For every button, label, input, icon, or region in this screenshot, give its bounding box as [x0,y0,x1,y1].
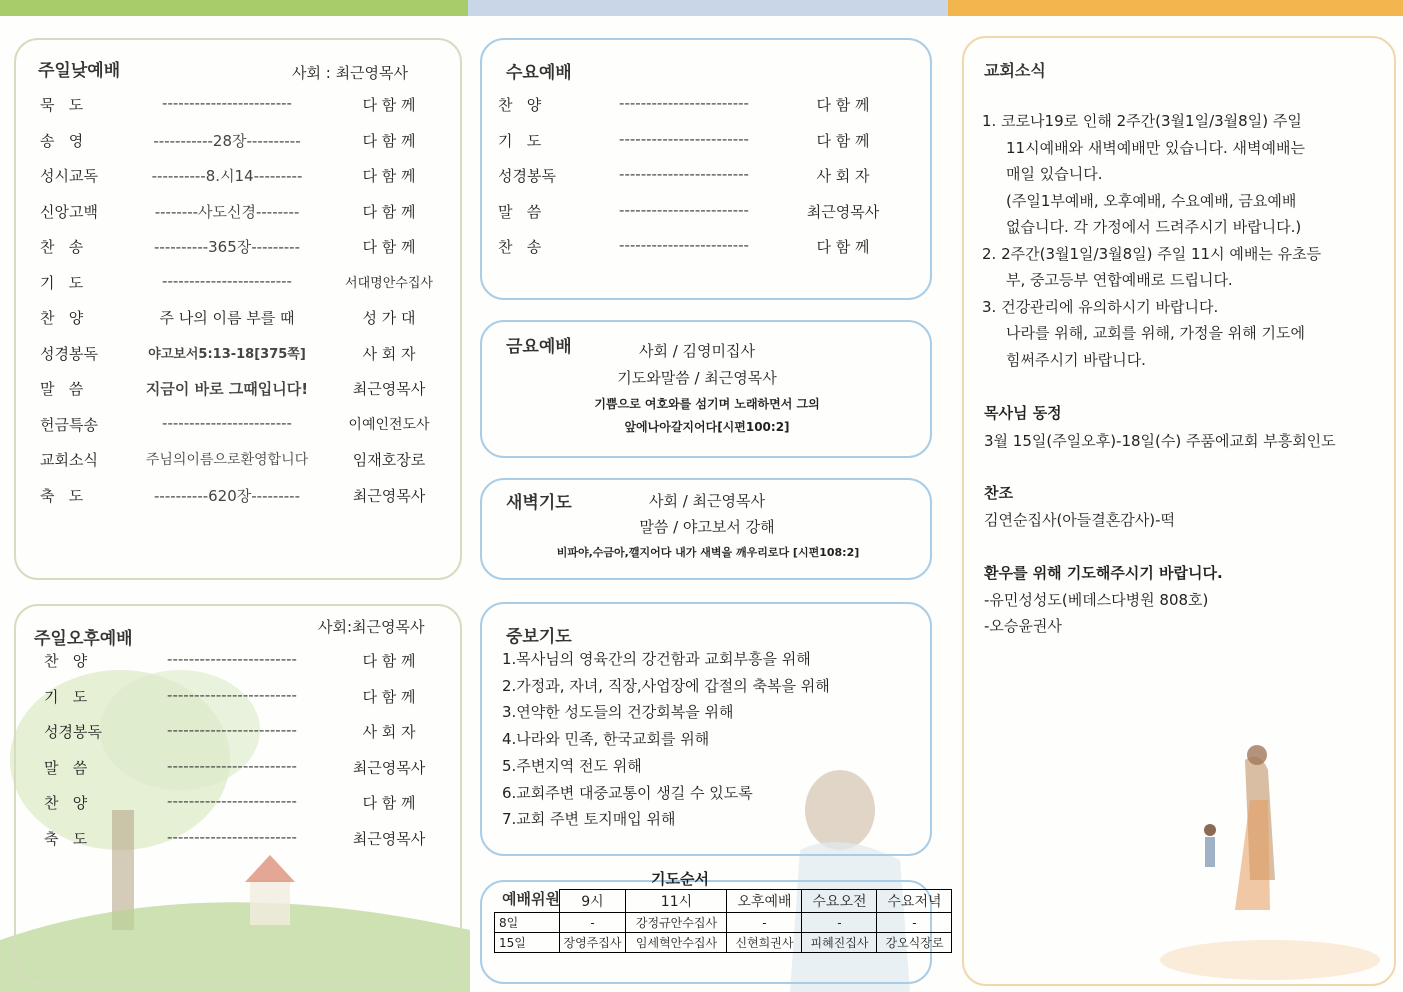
service-row-label: 찬 송 [498,238,542,256]
service-row [482,201,922,223]
service-row [16,378,456,400]
service-row [16,201,456,223]
service-row-label: 기 도 [40,273,84,292]
intercession-panel [480,602,932,856]
service-row-label: 축 도 [44,829,88,848]
church-news-line: 2. 2주간(3월1일/3월8일) 주일 11시 예배는 유초등 [982,244,1322,263]
top-bar-right [948,0,1403,16]
service-row-person: 다 함 께 [362,96,416,114]
service-row [16,757,456,779]
service-row-label: 교회소식 [40,451,98,469]
friday-leader: 사회 / 김영미집사 [638,342,756,360]
service-row-person: 다 함 께 [362,202,416,221]
sunday-morning-panel [14,38,462,580]
intercession-item: 3.연약한 성도들의 건강회복을 위해 [502,703,734,722]
service-row-person: 다 함 께 [816,96,870,114]
service-row-label: 신앙고백 [40,202,98,221]
intercession-item: 2.가정과, 자녀, 직장,사업장에 갑절의 축복을 위해 [502,676,830,695]
service-row-label: 기 도 [44,687,88,706]
dawn-preacher: 말씀 / 야고보서 강해 [639,518,775,536]
service-row-label: 말 씀 [498,202,542,221]
service-row-person: 사 회 자 [362,723,416,741]
table-cell: - [727,913,802,933]
service-row-person: 최근영목사 [352,829,426,848]
service-row [16,94,456,116]
table-row [495,913,952,933]
intercession-item: 5.주변지역 전도 위해 [502,756,642,775]
service-row-detail: --------사도신경-------- [154,202,300,221]
service-row [482,236,922,258]
wednesday-title: 수요예배 [506,63,572,83]
church-news-panel [962,36,1396,986]
intercession-item: 4.나라와 민족, 한국교회를 위해 [502,730,710,749]
table-row [495,933,952,953]
table-cell: 강오식장로 [877,933,952,953]
service-row [16,686,456,708]
table-cell: 8일 [495,913,560,933]
service-row-person: 다 함 께 [362,652,416,670]
service-row-detail: ------------------------ [619,236,749,254]
service-row-detail: ----------365장--------- [154,238,300,256]
service-row-detail: ------------------------ [167,827,297,846]
sick-prayer-item: -유민성성도(베데스다병원 808호) [984,591,1209,609]
service-row-detail: ------------------------ [167,792,297,810]
wednesday-panel [480,38,932,300]
service-row [16,721,456,743]
top-bar-middle [468,0,948,16]
top-bar-left [0,0,468,16]
service-row [482,165,922,187]
service-row-detail: ------------------------ [167,650,297,668]
service-row-label: 송 영 [40,131,84,150]
friday-verse-2: 앞에나아갈지어다[시편100:2] [624,420,790,434]
service-row [16,130,456,152]
service-row-detail: 주 나의 이름 부를 때 [159,309,295,327]
church-news-line: 나라를 위해, 교회를 위해, 가정을 위해 기도에 [1006,324,1305,342]
dawn-verse: 비파야,수금아,깰지어다 내가 새벽을 깨우리로다 [시편108:2] [556,546,860,559]
service-row-person: 최근영목사 [352,758,426,777]
friday-title: 금요예배 [506,337,572,357]
service-row-label: 성경봉독 [498,167,556,185]
church-news-line: 3. 건강관리에 유의하시기 바랍니다. [982,297,1219,316]
dawn-prayer-title: 새벽기도 [506,493,572,513]
service-row-person: 이예인전도사 [348,416,430,433]
service-row [16,307,456,329]
intercession-title: 중보기도 [506,627,572,647]
service-row-person: 최근영목사 [352,486,426,505]
sunday-afternoon-title: 주일오후예배 [34,629,133,649]
table-cell: - [559,913,626,933]
service-row-label: 기 도 [498,131,542,150]
church-news-line: 부, 중고등부 연합예배로 드립니다. [1006,271,1233,289]
table-header-cell: 수요오전 [802,890,877,913]
church-news-line: (주일1부예배, 오후예배, 수요예배, 금요예배 [1006,191,1297,210]
service-row-person: 다 함 께 [816,238,870,256]
service-row-detail: ------------------------ [619,94,749,112]
friday-panel [480,320,932,458]
service-row-person: 사 회 자 [362,344,416,363]
pastor-schedule-text: 3월 15일(주일오후)-18일(수) 주품에교회 부흥회인도 [984,432,1336,450]
service-row-detail: -----------28장---------- [153,131,301,150]
table-cell: 피혜진집사 [802,933,877,953]
church-news-line: 매일 있습니다. [1006,165,1103,183]
service-row-detail: 야고보서5:13-18[375쪽] [148,346,306,362]
service-row-detail: ------------------------ [619,200,749,219]
sunday-afternoon-panel [14,604,462,984]
church-news-line: 11시예배와 새벽예배만 있습니다. 새벽예배는 [1006,138,1305,157]
sick-prayer-item: -오승윤권사 [984,617,1062,635]
service-row [16,414,456,436]
table-cell: 15일 [495,933,560,953]
church-news-line: 없습니다. 각 가정에서 드려주시기 바랍니다.) [1006,218,1302,236]
service-row-person: 다 함 께 [362,167,416,185]
service-row-label: 헌금특송 [40,415,98,434]
service-row-detail: ----------620장--------- [154,486,300,505]
service-row-detail: ------------------------ [162,94,292,112]
service-row [16,343,456,365]
service-row [16,650,456,672]
table-header-cell: 오후예배 [727,890,802,913]
service-row-label: 성경봉독 [40,344,98,363]
service-row-person: 다 함 께 [816,131,870,150]
sunday-morning-title: 주일낮예배 [38,61,121,81]
service-row-detail: 주님의이름으로환영합니다 [145,452,309,468]
service-row-person: 사 회 자 [816,167,870,185]
table-cell: 장영주집사 [559,933,626,953]
friday-preacher: 기도와말씀 / 최근영목사 [617,369,777,387]
service-row [16,272,456,294]
service-row [16,449,456,471]
sunday-afternoon-leader: 사회:최근영목사 [318,618,425,636]
table-cell: 신현희권사 [727,933,802,953]
table-header-row [495,890,952,913]
service-row-label: 성경봉독 [44,723,102,741]
service-row-person: 다 함 께 [362,687,416,706]
gift-text: 김연순집사(아들결혼감사)-떡 [984,511,1175,529]
intercession-item: 1.목사님의 영육간의 강건함과 교회부흥을 위해 [502,650,811,668]
table-cell: 강정규안수집사 [626,913,727,933]
friday-verse-1: 기쁨으로 여호와를 섬기며 노래하면서 그의 [594,397,820,411]
service-row-person: 서대명안수집사 [345,275,433,291]
table-cell: - [877,913,952,933]
service-row-detail: ----------8.시14--------- [151,167,303,185]
service-row-detail: ------------------------ [167,756,297,775]
service-row-detail: ------------------------ [162,271,292,290]
prayer-order-table [494,889,952,953]
service-row-label: 찬 송 [40,238,84,256]
service-row-label: 찬 양 [44,794,88,812]
service-row-label: 성시교독 [40,167,98,185]
gift-title: 찬조 [984,484,1013,502]
service-row [482,94,922,116]
service-row-detail: ------------------------ [167,721,297,739]
table-header-cell: 9시 [559,890,626,913]
table-header-cell [495,890,560,913]
service-row-person: 다 함 께 [362,238,416,256]
service-row-label: 찬 양 [498,96,542,114]
service-row-label: 말 씀 [44,758,88,777]
prayer-order-committee-label: 예배위원 [502,890,560,908]
table-header-cell: 수요저녁 [877,890,952,913]
dawn-leader: 사회 / 최근영목사 [648,492,766,510]
service-row-label: 찬 양 [44,652,88,670]
service-row-label: 말 씀 [40,380,84,398]
service-row-detail: ------------------------ [162,413,292,432]
service-row [16,485,456,507]
church-news-line: 힘써주시기 바랍니다. [1006,350,1146,369]
service-row-detail: ------------------------ [619,129,749,148]
pastor-schedule-title: 목사님 동정 [984,404,1062,422]
service-row-detail: ------------------------ [619,165,749,183]
service-row-person: 임재호장로 [352,451,426,469]
service-row [16,792,456,814]
service-row [16,165,456,187]
sick-prayer-title: 환우를 위해 기도해주시기 바랍니다. [984,564,1223,582]
intercession-item: 7.교회 주변 토지매입 위해 [502,810,676,829]
sunday-morning-leader: 사회 : 최근영목사 [292,64,409,82]
service-row-label: 찬 양 [40,309,84,327]
service-row-detail: ------------------------ [167,685,297,704]
table-cell: 임세혁안수집사 [626,933,727,953]
service-row-person: 최근영목사 [806,202,880,221]
table-header-cell: 11시 [626,890,727,913]
dawn-prayer-panel [480,478,932,580]
service-row-person: 성 가 대 [362,309,416,327]
prayer-order-title: 기도순서 [651,870,709,888]
service-row-person: 다 함 께 [362,794,416,812]
service-row-label: 묵 도 [40,96,84,114]
church-news-line: 1. 코로나19로 인해 2주간(3월1일/3월8일) 주일 [982,112,1302,130]
service-row [482,130,922,152]
church-news-title: 교회소식 [984,61,1046,80]
service-row [16,828,456,850]
service-row-person: 다 함 께 [362,131,416,150]
service-row [16,236,456,258]
table-cell: - [802,913,877,933]
service-row-person: 최근영목사 [352,380,426,398]
intercession-item: 6.교회주변 대중교통이 생길 수 있도록 [502,783,753,802]
service-row-label: 축 도 [40,486,84,505]
service-row-detail: 지금이 바로 그때입니다! [145,380,309,398]
